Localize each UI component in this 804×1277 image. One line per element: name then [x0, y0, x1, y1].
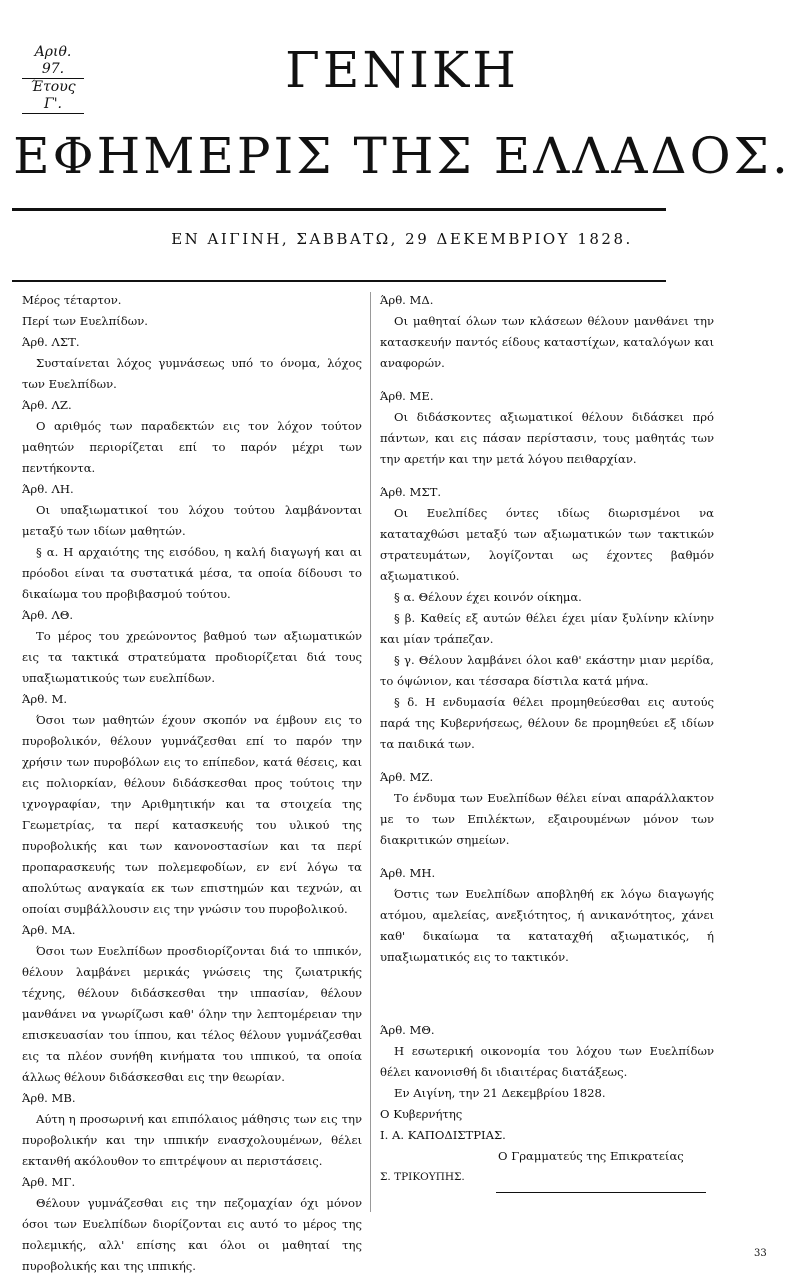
right-column [380, 290, 714, 1189]
article-text: Το ένδυμα των Ευελπίδων θέλει είναι απαράλλακτον με το των Επιλέκτων, εξαιρουμένων μόνον των διακριτικών σημείων. [380, 791, 714, 847]
part-title: Μέρος τέταρτον. [22, 293, 122, 307]
article-heading: Άρθ. ΜΓ. [22, 1175, 76, 1189]
article-heading: Άρθ. ΜΖ. [380, 770, 434, 784]
article-text: Η εσωτερική οικονομία του λόχου των Ευελπίδων θέλει κανονισθή δι ιδιαιτέρας διατάξεως. [380, 1044, 714, 1079]
article-paragraph: § γ. Θέλουν λαμβάνει όλοι καθ' εκάστην μιαν μερίδα, το όψώνιον, και τέσσαρα δίστιλα κατά μήνα. [380, 653, 714, 688]
signature-rule [496, 1192, 706, 1193]
article-heading: Άρθ. ΛΘ. [22, 608, 74, 622]
signer-name: Ι. Α. ΚΑΠΟΔΙΣΤΡΙΑΣ. [380, 1128, 506, 1142]
article-text: Όσοι των μαθητών έχουν σκοπόν να έμβουν εις το πυροβολικόν, θέλουν γυμνάζεσθαι επί το παρόν την χρήσιν των πυροβόλων εις το επίπεδον, κατά θέσεις, και εις πολιορκίαν, θέλουν διδάσκεσθαι προς τούτοις την ιχνογραφίαν, την Αριθμητικήν και τα στοιχεία της Γεωμετρίας, τα περί κατασκευής του υλικού της πυροβολικής και των κανονοστασίων και τα περί προπαρασκευής των πολεμεφοδίων, εν ενί λόγω τα απολύτως αναγκαία εκ των επιστημών και τεχνών, αι οποίαι συμβάλλουσιν εις την γνώσιν του πυροβολικού. [22, 713, 362, 916]
issue-number: Αριθ. 97. [22, 44, 84, 79]
article-text: Συσταίνεται λόχος γυμνάσεως υπό το όνομα, λόχος των Ευελπίδων. [22, 356, 362, 391]
article-heading: Άρθ. ΜΑ. [22, 923, 76, 937]
article-text: Οι υπαξιωματικοί του λόχου τούτου λαμβάνονται μεταξύ των ιδίων μαθητών. [22, 503, 362, 538]
newspaper-title-line1: ΓΕΝΙΚΗ [285, 41, 519, 99]
issue-year: Έτους Γ'. [22, 79, 84, 114]
article-paragraph: § β. Καθείς εξ αυτών θέλει έχει μίαν ξυλίνην κλίνην και μίαν τράπεζαν. [380, 611, 714, 646]
left-column [22, 290, 362, 1277]
dateline: ΕΝ ΑΙΓΙΝΗ, ΣΑΒΒΑΤΩ, 29 ΔΕΚΕΜΒΡΙΟΥ 1828. [171, 230, 633, 248]
header-rule-bottom [12, 280, 666, 282]
article-heading: Άρθ. ΛΖ. [22, 398, 72, 412]
article-heading: Άρθ. ΜΒ. [22, 1091, 76, 1105]
signer-name: Σ. ΤΡΙΚΟΥΠΗΣ. [380, 1171, 465, 1183]
article-heading: Άρθ. ΛΣΤ. [22, 335, 80, 349]
article-heading: Άρθ. ΜΘ. [380, 1023, 435, 1037]
article-text: Ο αριθμός των παραδεκτών εις τον λόχον τούτον μαθητών περιορίζεται επί το παρόν μέχρι των πεντήκοντα. [22, 419, 362, 475]
place-date: Εν Αιγίνη, την 21 Δεκεμβρίου 1828. [394, 1086, 606, 1100]
page-number: 33 [754, 1248, 767, 1259]
article-text: Θέλουν γυμνάζεσθαι εις την πεζομαχίαν όχι μόνον όσοι των Ευελπίδων διορίζονται εις αυτό το μέρος της πολεμικής, αλλ' επίσης και όλοι οι μαθηταί της πυροβολικής και της ιππικής. [22, 1196, 362, 1273]
subject-title: Περί των Ευελπίδων. [22, 314, 148, 328]
header-rule-top [12, 208, 666, 211]
article-text: Οι μαθηταί όλων των κλάσεων θέλουν μανθάνει την κατασκευήν παντός είδους καταστίχων, καταλόγων και αναφορών. [380, 314, 714, 370]
article-text: Οι διδάσκοντες αξιωματικοί θέλουν διδάσκει πρό πάντων, και εις πάσαν περίστασιν, τους μαθητάς των την αρετήν και την μετά λόγου πειθαρχίαν. [380, 410, 714, 466]
article-heading: Άρθ. ΜΕ. [380, 389, 434, 403]
article-heading: Άρθ. ΜΔ. [380, 293, 434, 307]
article-paragraph: § α. Θέλουν έχει κοινόν οίκημα. [394, 590, 582, 604]
signer-role: Ο Γραμματεύς της Επικρατείας [498, 1149, 684, 1163]
article-paragraph: § δ. Η ενδυμασία θέλει προμηθεύεσθαι εις αυτούς παρά της Κυβερνήσεως, θέλουν δε προμηθεύει εξ ιδίων τα παιδικά των. [380, 695, 714, 751]
article-heading: Άρθ. ΜΗ. [380, 866, 436, 880]
article-text: Το μέρος του χρεώνοντος βαθμού των αξιωματικών εις τα τακτικά στρατεύματα προδιορίζεται διά τους υπαξιωματικούς των ευελπίδων. [22, 629, 362, 685]
newspaper-title-line2: ΕΦΗΜΕΡΙΣ ΤΗΣ ΕΛΛΑΔΟΣ. [13, 127, 791, 185]
article-heading: Άρθ. ΜΣΤ. [380, 485, 442, 499]
article-text: Όστις των Ευελπίδων αποβληθή εκ λόγω διαγωγής ατόμου, αμελείας, ανεξιότητος, ή ανικανότητος, χάνει καθ' δικαίωμα τα καταταχθή αξιωματικός, ή υπαξιωματικός εις το τακτικόν. [380, 887, 714, 964]
article-text: Οι Ευελπίδες όντες ιδίως διωρισμένοι να καταταχθώσι μεταξύ των αξιωματικών των τακτικών στρατευμάτων, λογίζονται ως έχοντες βαθμόν αξιωματικού. [380, 506, 714, 583]
article-text: Όσοι των Ευελπίδων προσδιορίζονται διά το ιππικόν, θέλουν λαμβάνει μερικάς γνώσεις της ζωιατρικής τέχνης, θέλουν διδάσκεσθαι την ιππασίαν, θέλουν μανθάνει να γνωρίζωσι καθ' όλην την λεπτομέρειαν την επισκευασίαν του ίππου, και τέλος θέλουν γυμνάζεσθαι εις τα πλέον συνήθη κινήματα του ιππικού, τα οποία άλλως θέλουν διδάσκεσθαι εις την θεωρίαν. [22, 944, 362, 1084]
column-separator [370, 292, 371, 1212]
article-heading: Άρθ. ΛΗ. [22, 482, 74, 496]
article-heading: Άρθ. Μ. [22, 692, 68, 706]
article-text: Αύτη η προσωρινή και επιπόλαιος μάθησις των εις την πυροβολικήν και την ιππικήν ενασχολουμένων, θέλει εκτανθή ακόλουθον το επιτρέψουν αι περιστάσεις. [22, 1112, 362, 1168]
article-paragraph: § α. Η αρχαιότης της εισόδου, η καλή διαγωγή και αι πρόοδοι είναι τα συστατικά μέσα, τα οποία δίδουσι το δικαίωμα του προβιβασμού τούτου. [22, 545, 362, 601]
signer-role: Ο Κυβερνήτης [380, 1107, 463, 1121]
